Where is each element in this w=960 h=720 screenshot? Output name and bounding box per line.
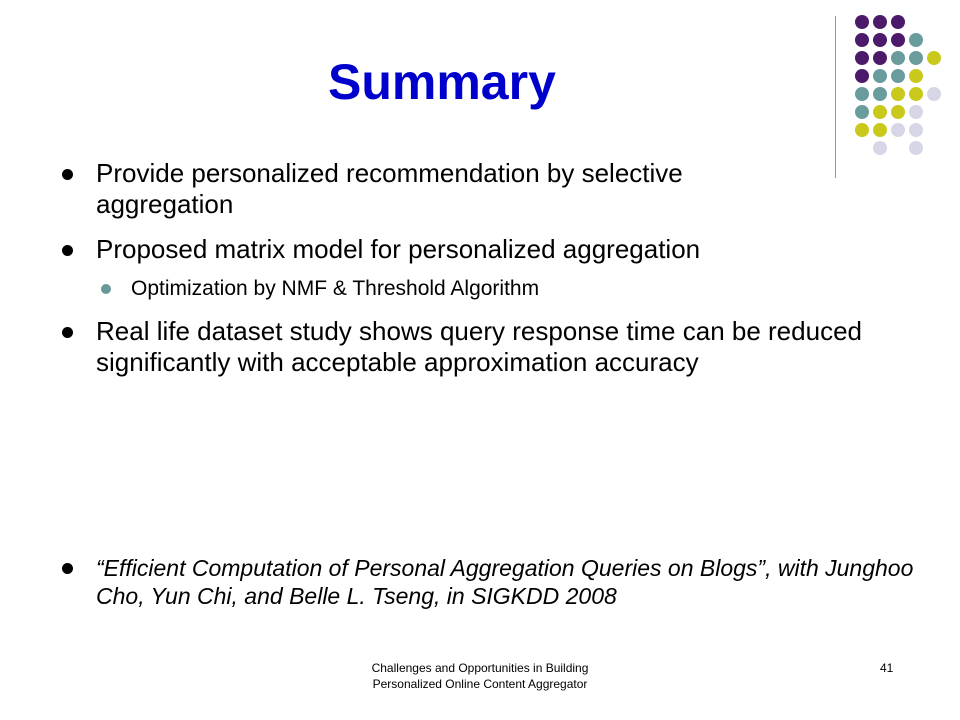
decorative-dot [873, 33, 887, 47]
decorative-dot [873, 105, 887, 119]
decorative-dot [927, 51, 941, 65]
decorative-dot [873, 69, 887, 83]
citation-item [96, 554, 916, 610]
decorative-dot [909, 123, 923, 137]
decorative-dot [873, 123, 887, 137]
decorative-dot [873, 51, 887, 65]
bullet-text: Provide personalized recommendation by selective aggregation [96, 158, 683, 219]
decorative-dot [855, 87, 869, 101]
footer-line-1: Challenges and Opportunities in Building [371, 661, 589, 675]
slide-footer [300, 660, 660, 692]
bullet-dot-icon [62, 327, 73, 338]
bullet-dot-icon [62, 169, 73, 180]
bullet-item [96, 158, 826, 220]
decorative-dot [855, 33, 869, 47]
decorative-dot [909, 141, 923, 155]
decorative-dot [873, 87, 887, 101]
bullet-item [96, 234, 876, 265]
decorative-dot [855, 69, 869, 83]
bullet-dot-icon [62, 563, 73, 574]
decorative-dot [855, 51, 869, 65]
decorative-dot [891, 105, 905, 119]
sub-bullet-item [131, 276, 831, 301]
citation-text: “Efficient Computation of Personal Aggregation Queries on Blogs”, with Junghoo Cho, Yun Chi, and Belle L. Tseng, in SIGKDD 2008 [96, 555, 914, 609]
decorative-dot [891, 69, 905, 83]
footer-line-2: Personalized Online Content Aggregator [372, 677, 588, 691]
decorative-dot [891, 33, 905, 47]
bullet-dot-icon [62, 245, 73, 256]
decorative-dot [873, 15, 887, 29]
decorative-dot [909, 51, 923, 65]
decorative-dot [909, 105, 923, 119]
decorative-dot [855, 123, 869, 137]
bullet-text: Real life dataset study shows query response time can be reduced significantly with acceptable approximation accuracy [96, 316, 862, 377]
decorative-dot [891, 123, 905, 137]
decorative-dot [855, 15, 869, 29]
slide-title: Summary [328, 54, 556, 110]
decorative-dot [891, 87, 905, 101]
decorative-dot [909, 87, 923, 101]
decorative-dot [873, 141, 887, 155]
decorative-dot [927, 87, 941, 101]
sub-bullet-text: Optimization by NMF & Threshold Algorithm [131, 277, 540, 300]
sub-bullet-dot-icon [101, 284, 111, 294]
decorative-dot [891, 15, 905, 29]
bullet-item [96, 316, 876, 378]
bullet-text: Proposed matrix model for personalized aggregation [96, 234, 701, 264]
decorative-dot [909, 69, 923, 83]
page-number: 41 [880, 661, 894, 675]
decorative-dot [909, 33, 923, 47]
decorative-dot [891, 51, 905, 65]
decorative-dot [855, 105, 869, 119]
